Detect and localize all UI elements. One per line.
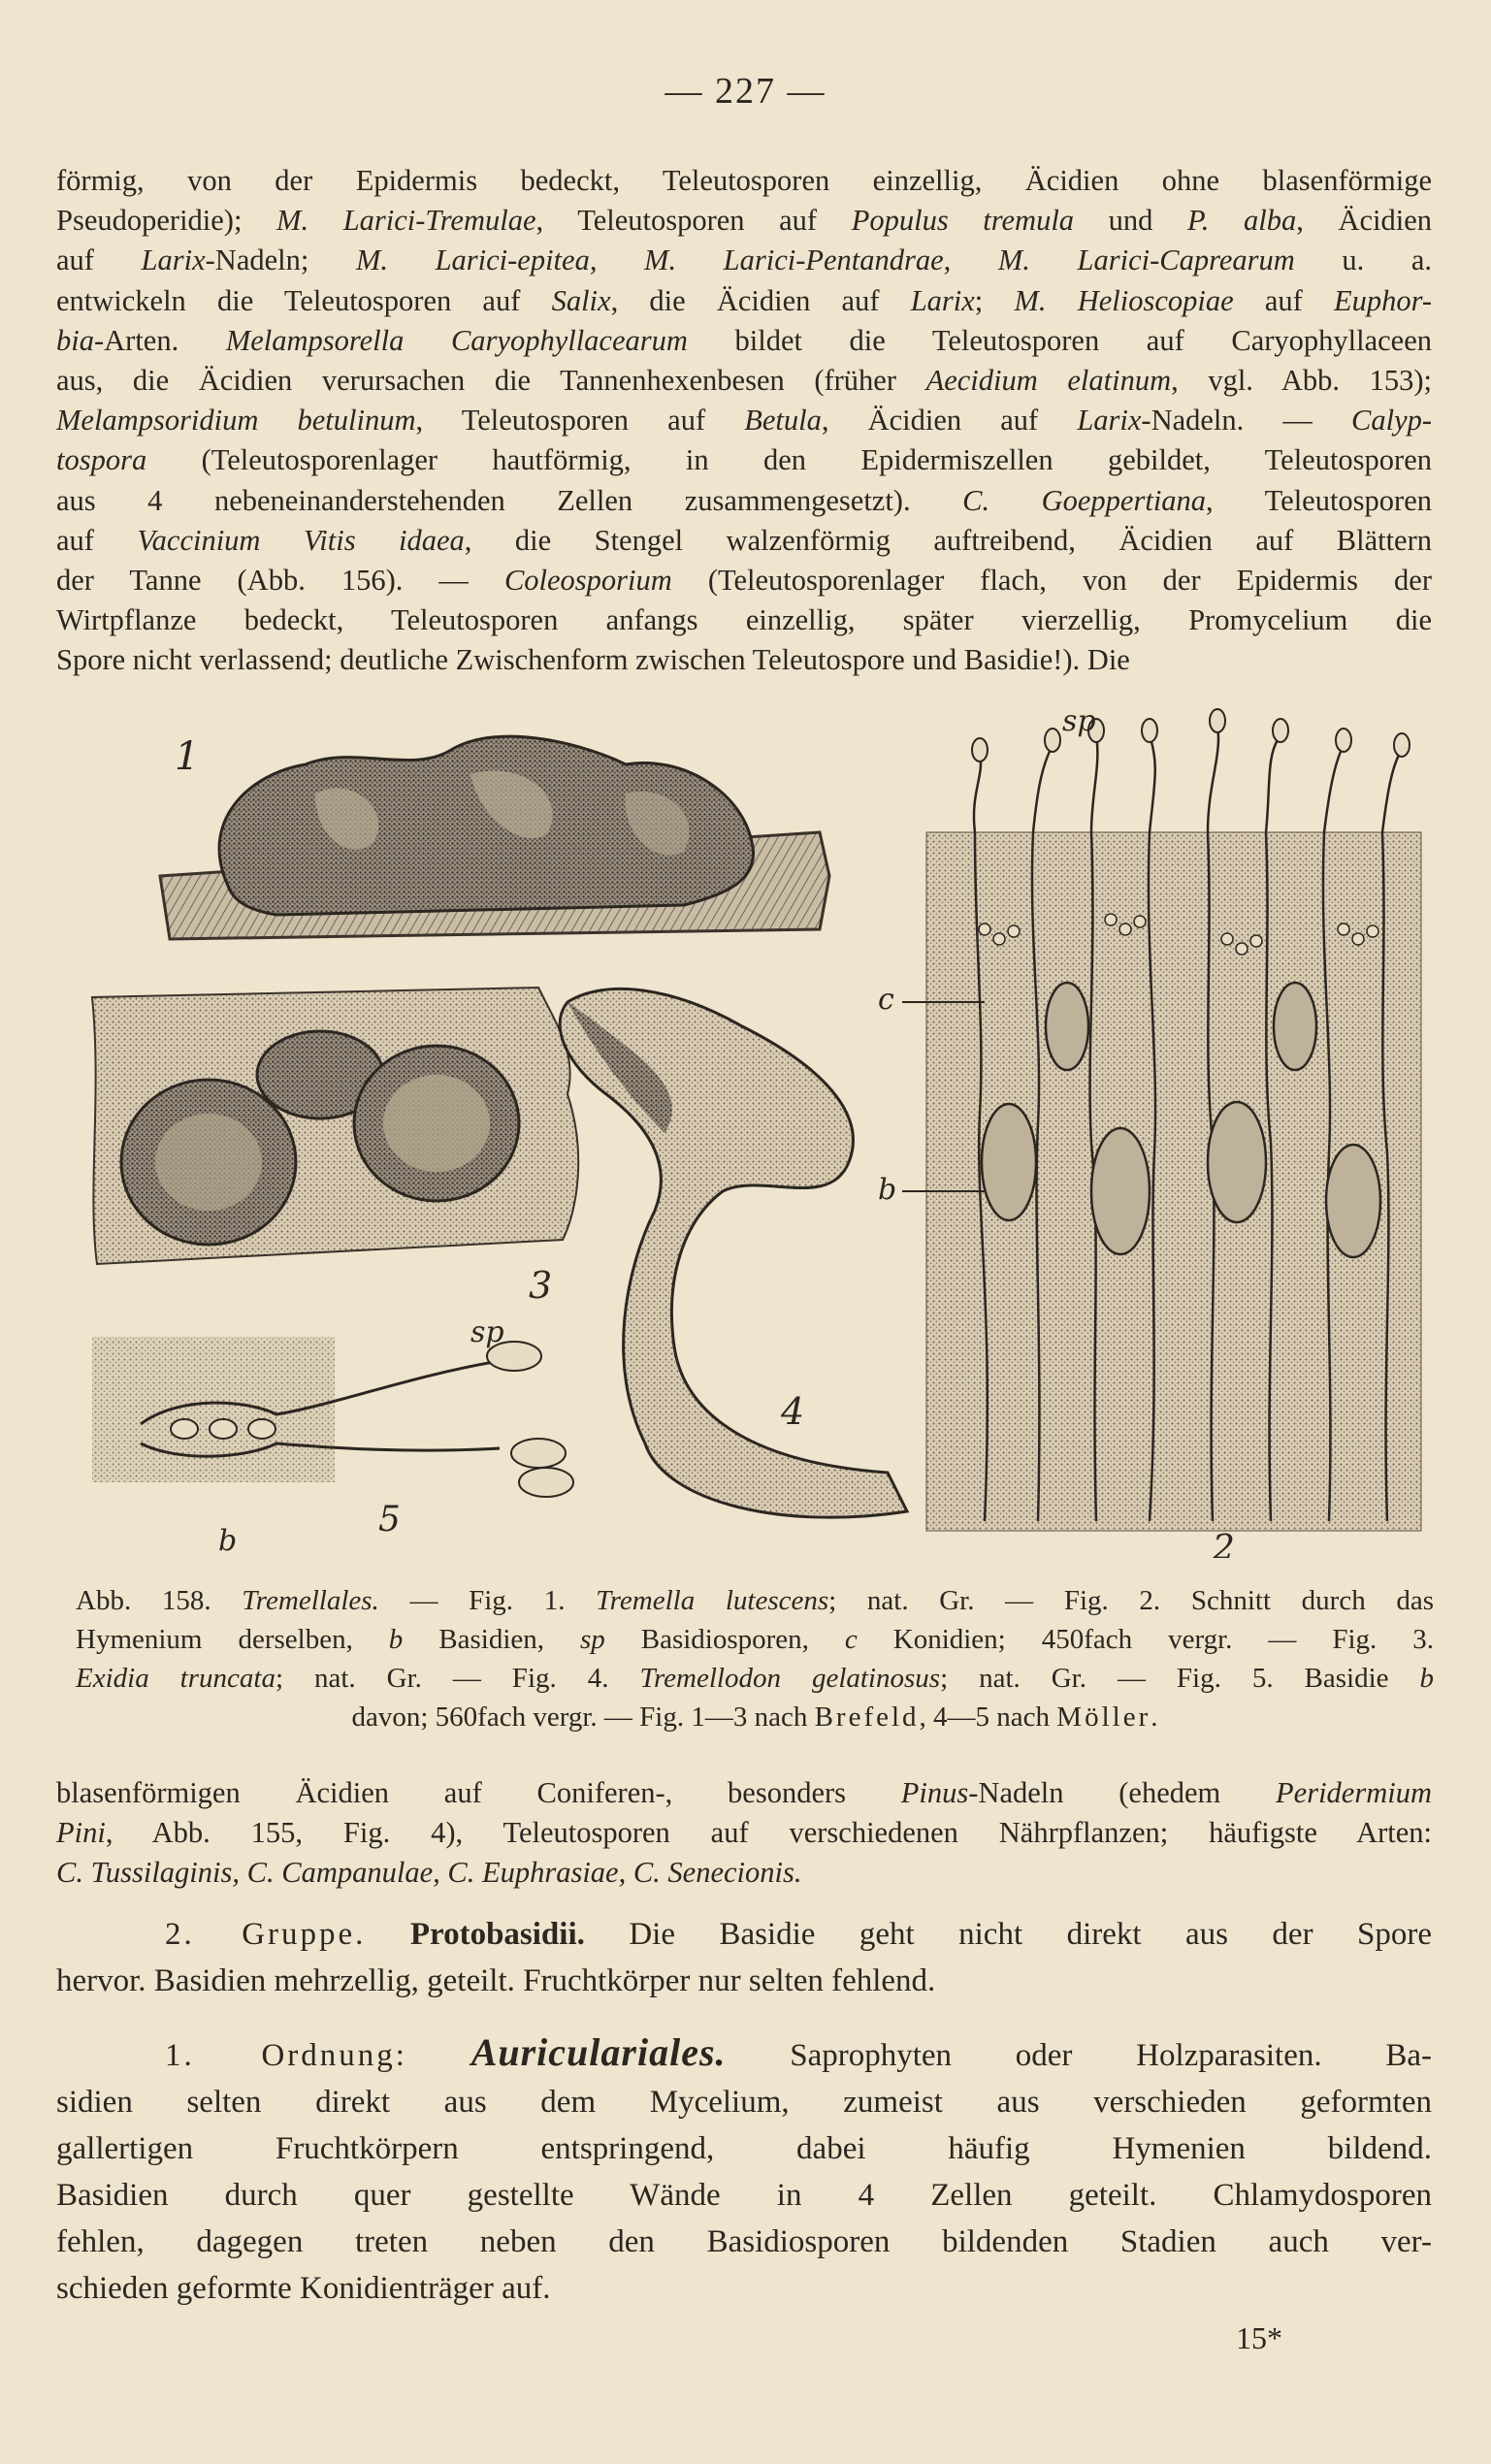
italic-run: Melampsorella Caryophyllacearum <box>225 323 688 357</box>
italic-run: Salix <box>551 283 611 317</box>
text-run: Abb. 158. <box>76 1585 243 1616</box>
order-name: Auriculariales. <box>470 2030 727 2074</box>
text-line <box>56 161 1432 201</box>
text-run: , die Stengel walzenförmig auftreibend, Äcidien auf Blättern <box>464 523 1432 557</box>
paragraph-after-figure <box>56 1773 1432 1894</box>
text-run: gallertigen Fruchtkörpern entspringend, dabei häufig Hymenien bildend. <box>56 2131 1432 2166</box>
fig5-b-label: b <box>218 1524 238 1558</box>
text-line <box>56 481 1432 521</box>
italic-run: Tremellales. <box>242 1585 379 1616</box>
text-run: schieden geformte Konidienträger auf. <box>56 2271 551 2306</box>
text-run: (Teleutosporenlager flach, von der Epidermis der <box>671 564 1432 598</box>
text-line <box>56 1853 1432 1893</box>
text-run: ; nat. Gr. — Fig. 2. Schnitt durch das <box>828 1585 1435 1616</box>
signature-mark: 15* <box>1236 2320 1282 2355</box>
figure-abb-158 <box>82 706 1431 1558</box>
fig4-label: 4 <box>781 1390 805 1433</box>
text-run <box>366 1917 409 1952</box>
text-line <box>76 1620 1434 1659</box>
text-line <box>56 1813 1432 1853</box>
italic-run: Exidia truncata <box>76 1663 276 1694</box>
spaced-run: 2. Gruppe. <box>165 1917 367 1952</box>
text-run: ; <box>974 283 1015 317</box>
text-run: sidien selten direkt aus dem Mycelium, zumeist aus verschieden geformten <box>56 2085 1432 2120</box>
text-run: , Teleutosporen auf <box>415 404 745 438</box>
text-run <box>407 2038 471 2073</box>
text-line <box>76 1659 1434 1698</box>
italic-run: Peridermium <box>1276 1776 1432 1809</box>
text-run: auf <box>1233 283 1334 317</box>
italic-run: Vaccinium Vitis idaea <box>137 523 465 557</box>
text-run: , die Äcidien auf <box>610 283 911 317</box>
fig5-sp-label: sp <box>470 1315 504 1349</box>
section-protobasidii <box>56 1911 1432 2004</box>
text-line <box>56 2172 1432 2219</box>
text-line <box>76 1581 1434 1620</box>
fig2-hymenium-section <box>878 706 1421 1558</box>
italic-run: Tremellodon gelatinosus <box>639 1663 941 1694</box>
italic-run: M. Larici-epitea, M. Larici-Pentandrae, M. Larici-Caprearum <box>355 243 1295 277</box>
text-run: Hymenium derselben, <box>76 1624 389 1655</box>
text-line <box>56 241 1432 280</box>
italic-run: Coleosporium <box>503 564 672 598</box>
text-line <box>56 561 1432 600</box>
figure-caption <box>76 1581 1434 1736</box>
text-line <box>56 640 1432 680</box>
text-run: Basidien durch quer gestellte Wände in 4 Zellen geteilt. Chlamydosporen <box>56 2178 1432 2213</box>
text-run: ; nat. Gr. — Fig. 5. Basidie <box>940 1663 1420 1694</box>
italic-run: Euphor- <box>1333 283 1432 317</box>
text-run: Basidien, <box>403 1624 580 1655</box>
text-run: und <box>1074 204 1188 238</box>
fig2-sp-label: sp <box>1062 706 1096 738</box>
italic-run: c <box>844 1624 858 1655</box>
text-run: , Teleutosporen <box>1206 483 1432 517</box>
text-run: Die Basidie geht nicht direkt aus der Spore <box>584 1917 1432 1952</box>
italic-run: M. Helioscopiae <box>1014 283 1234 317</box>
text-run: -Nadeln; <box>205 243 356 277</box>
text-run: , Abb. 155, Fig. 4), Teleutosporen auf verschiedenen Nährpflanzen; häufigste Arten: <box>105 1816 1432 1850</box>
italic-run: P. alba <box>1187 204 1297 238</box>
text-run: blasenförmigen Äcidien auf Coniferen-, besonders <box>56 1776 901 1809</box>
italic-run: C. Goeppertiana <box>962 483 1207 517</box>
text-line <box>56 401 1432 440</box>
text-line <box>56 201 1432 241</box>
text-run: (Teleutosporenlager hautförmig, in den Epidermiszellen gebildet, Teleutosporen <box>146 443 1432 477</box>
italic-run: tospora <box>56 443 147 477</box>
spaced-run: 1. Ordnung: <box>165 2038 407 2073</box>
figure-illustration <box>82 706 1431 1558</box>
text-run: auf <box>56 523 138 557</box>
spaced-run: Brefeld <box>814 1702 920 1733</box>
text-run: Pseudoperidie); <box>56 204 277 238</box>
italic-run: Melampsoridium betulinum <box>56 404 416 438</box>
text-run: , Äcidien auf <box>821 404 1078 438</box>
spaced-run: Möller <box>1056 1702 1151 1733</box>
text-line <box>56 2219 1432 2265</box>
fig5-basidie <box>92 1315 573 1558</box>
italic-run: Pini <box>56 1816 106 1850</box>
fig1-label: 1 <box>175 734 200 779</box>
text-line <box>56 521 1432 561</box>
italic-run: b <box>1419 1663 1434 1694</box>
italic-run: Larix <box>1077 404 1142 438</box>
italic-run: M. Larici-Tremulae <box>276 204 536 238</box>
text-run: , vgl. Abb. 153); <box>1171 364 1432 398</box>
text-line <box>56 361 1432 401</box>
text-line <box>56 2029 1432 2079</box>
text-run: entwickeln die Teleutosporen auf <box>56 283 552 317</box>
text-line <box>56 440 1432 480</box>
text-run: hervor. Basidien mehrzellig, geteilt. Fruchtkörper nur selten fehlend. <box>56 1963 936 1998</box>
italic-run: C. Tussilaginis, C. Campanulae, C. Euphrasiae, C. Senecionis. <box>56 1856 802 1890</box>
text-run: ; nat. Gr. — Fig. 4. <box>275 1663 640 1694</box>
text-line <box>56 2265 1432 2312</box>
fig5-label: 5 <box>378 1500 401 1540</box>
italic-run: Tremella lutescens <box>596 1585 829 1616</box>
text-run: Konidien; 450fach vergr. — Fig. 3. <box>857 1624 1434 1655</box>
italic-run: Aecidium elatinum <box>925 364 1172 398</box>
text-run: auf <box>56 243 142 277</box>
text-line <box>56 321 1432 361</box>
text-run: -Arten. <box>93 323 226 357</box>
text-run: bildet die Teleutosporen auf Caryophyllaceen <box>687 323 1432 357</box>
text-line <box>56 2125 1432 2172</box>
text-run: -Nadeln. — <box>1141 404 1351 438</box>
text-line <box>56 1958 1432 2004</box>
text-run: , Teleutosporen auf <box>535 204 852 238</box>
fig2-b-label: b <box>878 1173 897 1207</box>
italic-run: Populus tremula <box>851 204 1075 238</box>
italic-run: sp <box>579 1624 605 1655</box>
text-run: — Fig. 1. <box>378 1585 597 1616</box>
text-run: aus, die Äcidien verursachen die Tannenhexenbesen (früher <box>56 364 926 398</box>
italic-run: b <box>388 1624 404 1655</box>
bold-run: Protobasidii. <box>409 1917 585 1952</box>
section-auriculariales <box>56 2029 1432 2312</box>
text-run: aus 4 nebeneinanderstehenden Zellen zusammengesetzt). <box>56 483 963 517</box>
text-run: . <box>1151 1702 1158 1733</box>
text-run: fehlen, dagegen treten neben den Basidiosporen bildenden Stadien auch ver- <box>56 2224 1432 2259</box>
text-line <box>56 2079 1432 2125</box>
text-run: förmig, von der Epidermis bedeckt, Teleutosporen einzellig, Äcidien ohne blasenförmige <box>56 164 1432 197</box>
text-line <box>56 1773 1432 1813</box>
text-run: , 4—5 nach <box>919 1702 1057 1733</box>
paragraph-top <box>56 161 1432 681</box>
text-line <box>56 1911 1432 1958</box>
fig4-tremellodon-gelatinosus <box>560 989 907 1517</box>
italic-run: Larix <box>141 243 206 277</box>
text-line <box>56 600 1432 640</box>
fig3-exidia-truncata <box>92 988 578 1307</box>
italic-run: bia <box>56 323 94 357</box>
text-run: Saprophyten oder Holzparasiten. Ba- <box>726 2038 1432 2073</box>
text-run: davon; 560fach vergr. — Fig. 1—3 nach <box>351 1702 815 1733</box>
text-line <box>56 281 1432 321</box>
text-run: der Tanne (Abb. 156). — <box>56 564 504 598</box>
fig2-label: 2 <box>1213 1529 1235 1558</box>
italic-run: Larix <box>910 283 975 317</box>
text-run: Wirtpflanze bedeckt, Teleutosporen anfangs einzellig, später vierzellig, Promycelium die <box>56 603 1432 637</box>
text-run: -Nadeln (ehedem <box>968 1776 1277 1809</box>
fig3-label: 3 <box>529 1264 553 1307</box>
text-run: u. a. <box>1294 243 1432 277</box>
fig1-tremella-lutescens <box>160 734 829 939</box>
text-line <box>76 1698 1434 1736</box>
text-run: Spore nicht verlassend; deutliche Zwischenform zwischen Teleutospore und Basidie!). Die <box>56 643 1130 677</box>
italic-run: Calyp- <box>1351 404 1433 438</box>
page-number: — 227 — <box>664 71 827 112</box>
italic-run: Betula <box>744 404 822 438</box>
italic-run: Pinus <box>900 1776 969 1809</box>
text-run: Basidiosporen, <box>604 1624 845 1655</box>
text-run: , Äcidien <box>1296 204 1433 238</box>
fig2-c-label: c <box>878 983 894 1017</box>
